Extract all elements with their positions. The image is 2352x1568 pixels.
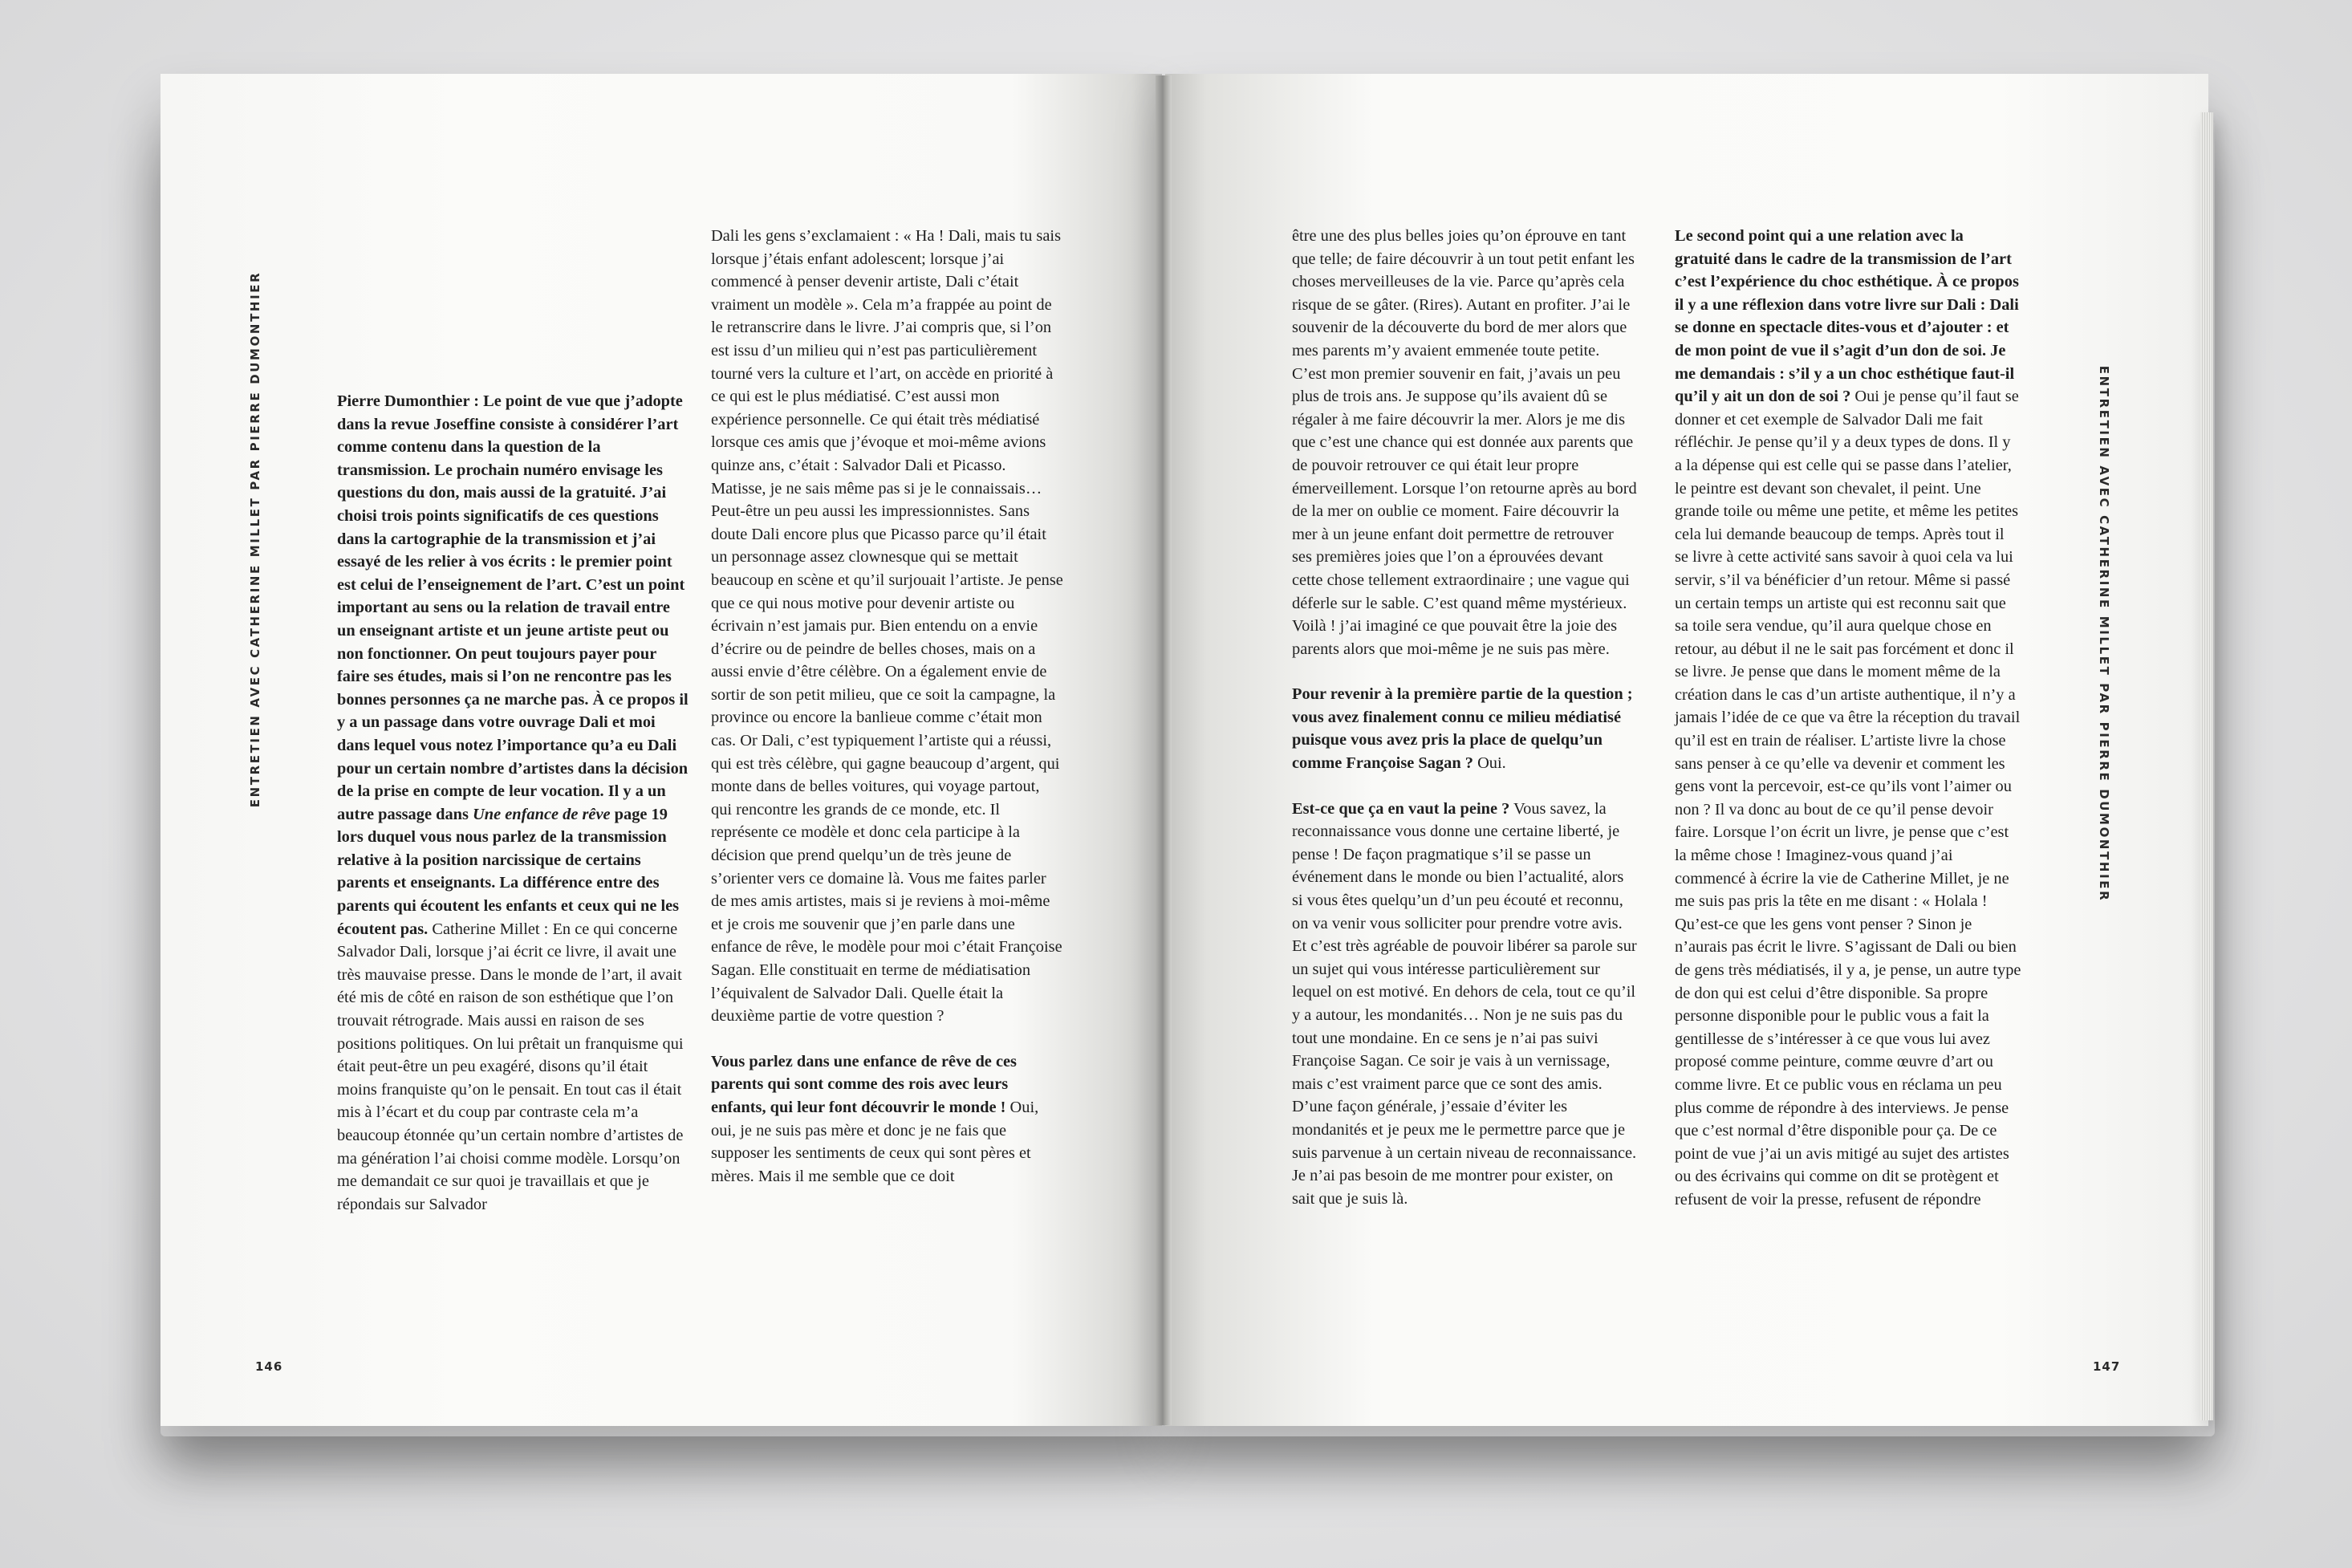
answer-text: être une des plus belles joies qu’on éprouve en tant que telle; de faire découvrir à un tout petit enfant les choses merveilleuses de la vie. Parce qu’après cela risque de se gâter. (Rires). Autant en profiter. J’ai le souvenir de la découverte du bord de mer alors que mes parents m’y avaient emmenée toute petite. C’est mon premier souvenir en fait, j’avais un peu plus de trois ans. Je suppose qu’ils avaient dû se régaler à me faire découvrir la mer. Alors je me dis que c’est une chance qui est donnée aux parents que de pouvoir retrouver ce qui était leur propre émerveillement. Lorsque l’on retourne après au bord de la mer on oublie ce moment. Faire découvrir la mer à un jeune enfant doit permettre de retrouver ses premières joies que l’on a éprouvées devant cette chose tellement extraordinaire ; une vague qui déferle sur le sable. C’est quand même mystérieux. Voilà ! j’ai imaginé ce que pouvait être la joie des parents alors que moi-même je ne suis pas mère. xyxy=(1292,227,1637,658)
answer-text: Oui je pense qu’il faut se donner et cet exemple de Salvador Dali me fait réfléchir. Je pense qu’il y a deux types de dons. Il y a la dépense qui est celle qui se passe dans l’atelier, le peintre est devant son chevalet, il peint. Une grande toile ou même une petite, et même les petites cela lui demande beaucoup de temps. Après tout il se livre à cette activité sans savoir à quoi cela va lui servir, s’il va bénéficier d’un retour. Même si passé un certain temps un artiste qui est reconnu sait que sa toile sera vendue, qu’il aura quelque chose en retour, au début il ne le sait pas forcément et donc il se livre. Je pense que dans le moment même de la création dans le cas d’un artiste authentique, il n’y a jamais l’idée de ce que va être la réception du travail qu’il est en train de réaliser. L’artiste livre la chose sans penser à ce qu’elle va devenir et comment les gens vont la percevoir, est-ce qu’ils vont l’aimer ou non ? Il va donc au bout de ce qu’il pense devoir faire. Lorsque l’on écrit un livre, je pense que c’est la même chose ! Imaginez-vous quand j’ai commencé à écrire la vie de Catherine Millet, je ne me suis pas pris la tête en me disant : « Holala ! Qu’est-ce que les gens vont penser ? Sinon je n’aurais pas écrit le livre. S’agissant de Dali ou bien de gens très médiatisés, il y a, je pense, un autre type de don qui est celui d’être disponible. Sa propre personne disponible pour le public vous a fait la gentillesse de s’intéresser à ce que vous lui avez proposé comme peinture, comme œuvre d’art ou comme livre. Et ce public vous en réclama un peu plus comme de répondre à des interviews. Je pense que c’est normal d’être disponible pour ça. De ce point de vue j’ai un avis mitigé au sujet des artistes ou des écrivains qui comme on dit se protègent et refusent de voir la presse, refusent de répondre xyxy=(1675,388,2021,1208)
column-2 xyxy=(711,225,1064,1188)
paragraph xyxy=(711,225,1064,1028)
interviewer-text: page 19 lors duquel vous nous parlez de la transmission relative à la position narcissique de certains parents et enseignants. La différence entre des parents qui écoutent les enfants et ceux qui ne les écoutent pas. xyxy=(337,805,680,938)
interviewer-text: Est-ce que ça en vaut la peine ? xyxy=(1292,799,1510,818)
interviewer-text: Pierre Dumonthier : Le point de vue que j’adopte dans la revue Joseffine consiste à considérer l’art comme contenu dans la question de la transmission. Le prochain numéro envisage les questions du don, mais aussi de la gratuité. J’ai choisi trois points significatifs de ces questions dans la cartographie de la transmission et j’ai essayé de les relier à vos écrits : le premier point est celui de l’enseignement de l’art. C’est un point important au sens ou la relation de travail entre un enseignant artiste et un jeune artiste peut ou non fonctionner. On peut toujours payer pour faire ses études, mais si l’on ne rencontre pas les bonnes personnes ça ne marche pas. À ce propos il y a un passage dans votre ouvrage Dali et moi dans lequel vous notez l’importance qu’a eu Dali pour un certain nombre d’artistes dans la décision de la prise en compte de leur vocation. Il y a un autre passage dans xyxy=(337,392,689,823)
paragraph xyxy=(711,1050,1064,1188)
page-edges xyxy=(2200,112,2213,1420)
answer-text: Vous savez, la reconnaissance vous donne une certaine liberté, je pense ! De façon pragmatique s’il se passe un événement dans le monde ou bien l’actualité, alors si vous êtes quelqu’un d’un peu écouté et reconnu, on va venir vous solliciter pour prendre votre avis. Et c’est très agréable de pouvoir libérer sa parole sur un sujet qui vous intéresse particulièrement sur lequel on est motivé. En dehors de cela, tout ce qu’il y a autour, les mondanités… Non je ne suis pas du tout une mondaine. En ce sens je n’ai pas suivi Françoise Sagan. Ce soir je vais à un vernissage, mais c’est vraiment parce que ce sont des amis. D’une façon générale, j’essaie d’éviter les mondanités et je peux me le permettre parce que je suis parvenue à un certain niveau de reconnaissance. Je n’ai pas besoin de me montrer pour exister, on sait que je suis là. xyxy=(1292,799,1637,1208)
paragraph xyxy=(1292,683,1637,774)
interviewer-text: Pour revenir à la première partie de la question ; vous avez finalement connu ce milieu médiatisé puisque vous avez pris la place de quelqu’un comme Françoise Sagan ? xyxy=(1292,685,1633,773)
interviewer-text: Vous parlez dans une enfance de rêve de ces parents qui sont comme des rois avec leurs enfants, qui leur font découvrir le monde ! xyxy=(711,1052,1017,1116)
book-gutter xyxy=(1156,75,1172,1425)
interviewer-text: Le second point qui a une relation avec la gratuité dans le cadre de la transmission de l’art c’est l’expérience du choc esthétique. À ce propos il y a une réflexion dans votre livre sur Dali : Dali se donne en spectacle dites-vous et d’ajouter : et de mon point de vue il s’agit d’un don de soi. Je me demandais : s’il y a un choc esthétique faut-il qu’il y ait un don de soi ? xyxy=(1675,227,2019,406)
interviewer-text: Une enfance de rêve xyxy=(473,805,611,823)
answer-text: Dali les gens s’exclamaient : « Ha ! Dali, mais tu sais lorsque j’étais enfant adolescent; lorsque j’ai commencé à penser devenir artiste, Dali c’était vraiment un modèle ». Cela m’a frappée au point de le retranscrire dans le livre. J’ai compris que, si l’on est issu d’un milieu qui n’est pas particulièrement tourné vers la culture et l’art, on accède en priorité à ce qui est le plus médiatisé. C’est aussi mon expérience personnelle. Ce qui était très médiatisé lorsque ces amis que j’évoque et moi-même avions quinze ans, c’était : Salvador Dali et Picasso. Matisse, je ne sais même pas si je le connaissais… Peut-être un peu aussi les impressionnistes. Sans doute Dali encore plus que Picasso parce qu’il était un personnage assez clownesque qui se mettait beaucoup en scène et qu’il surjouait l’artiste. Je pense que ce qui nous motive pour devenir artiste ou écrivain n’est jamais pur. Bien entendu on a envie d’écrire ou de peindre de belles choses, mais on a aussi envie d’être célèbre. On a également envie de sortir de son petit milieu, que ce soit la campagne, la province ou encore la banlieue comme c’était mon cas. Or Dali, c’est typiquement l’artiste qui a réussi, qui est très célèbre, qui gagne beaucoup d’argent, qui monte dans de belles voitures, qui voyage partout, qui rencontre les grands de ce monde, etc. Il représente ce modèle et donc cela participe à la décision que prend quelqu’un de très jeune de s’orienter vers ce domaine là. Vous me faites parler de mes amis artistes, mais si je reviens à moi-même et je crois me souvenir que j’en parle dans une enfance de rêve, le modèle pour moi c’était Françoise Sagan. Elle constituait en terme de médiatisation l’équivalent de Salvador Dali. Quelle était la deuxième partie de votre question ? xyxy=(711,227,1063,1026)
column-4 xyxy=(1675,225,2021,1212)
column-1 xyxy=(337,390,690,1216)
paragraph xyxy=(1675,225,2021,1212)
paragraph xyxy=(1292,225,1637,660)
paragraph xyxy=(1292,798,1637,1211)
running-title-left: ENTRETIEN AVEC CATHERINE MILLET PAR PIERRE DUMONTHIER xyxy=(248,270,262,808)
running-title-right: ENTRETIEN AVEC CATHERINE MILLET PAR PIERRE DUMONTHIER xyxy=(2097,365,2111,903)
page-number-right: 147 xyxy=(2093,1359,2121,1374)
answer-text: Catherine Millet : En ce qui concerne Salvador Dali, lorsque j’ai écrit ce livre, il avait une très mauvaise presse. Dans le monde de l’art, il avait été mis de côté en raison de son esthétique que l’on trouvait rétrograde. Mais aussi en raison de ses positions politiques. On lui prêtait un franquisme qui était peut-être un peu exagéré, disons qu’il était moins franquiste qu’on le pensait. En tout cas il était mis à l’écart et du coup par contraste cela m’a beaucoup étonnée qu’un certain nombre d’artistes de ma génération l’ai choisi comme modèle. Lorsqu’on me demandait ce sur quoi je travaillais et que je répondais sur Salvador xyxy=(337,920,684,1213)
answer-text: Oui. xyxy=(1473,754,1506,773)
paragraph xyxy=(337,390,690,1216)
page-number-left: 146 xyxy=(255,1359,283,1374)
column-3 xyxy=(1292,225,1637,1210)
answer-text: Oui, oui, je ne suis pas mère et donc je ne fais que supposer les sentiments de ceux qui sont pères et mères. Mais il me semble que ce doit xyxy=(711,1098,1039,1185)
